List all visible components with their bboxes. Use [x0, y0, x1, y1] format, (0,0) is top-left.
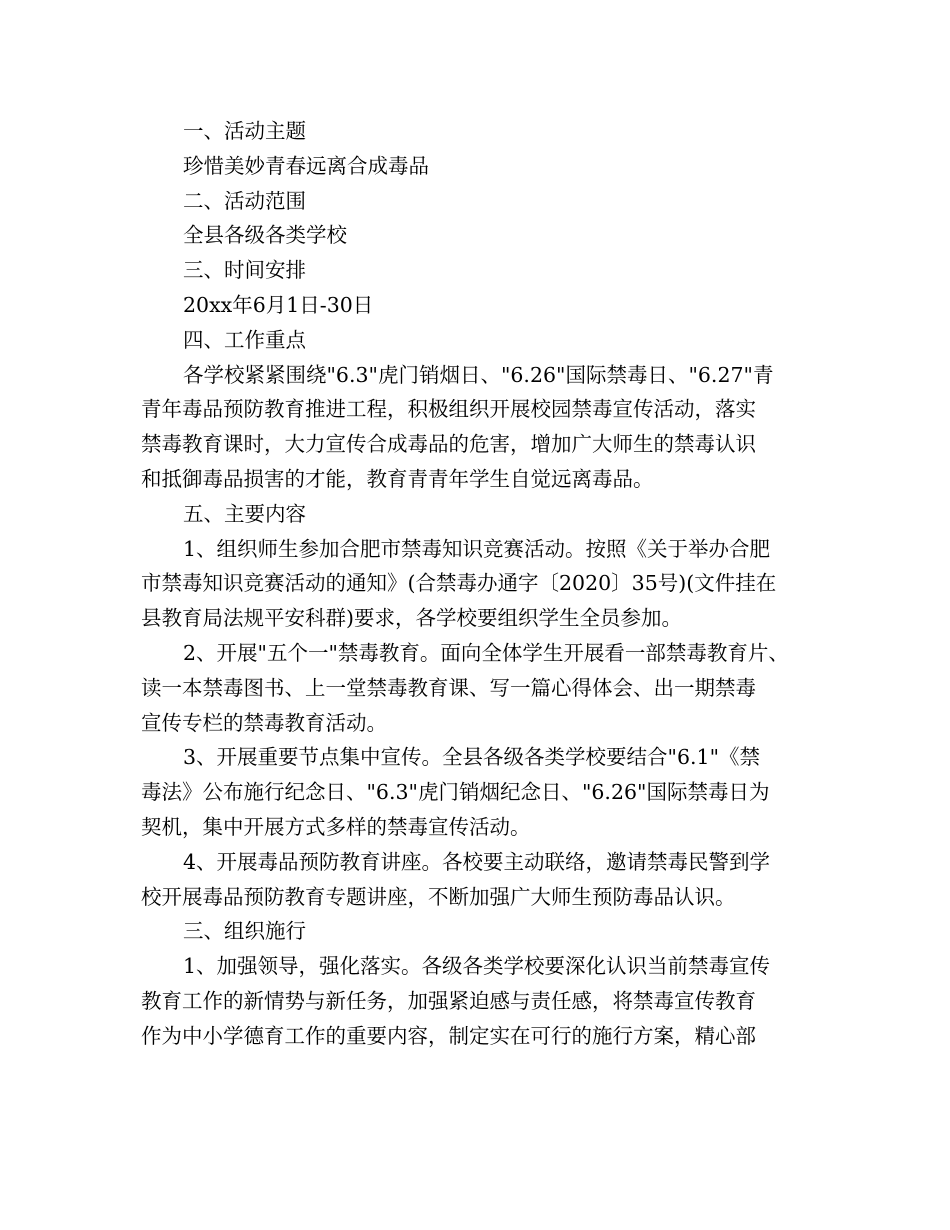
- body-line: 珍惜美妙青春远离合成毒品: [183, 153, 429, 178]
- body-line: 4、开展毒品预防教育讲座。各校要主动联络，邀请禁毒民警到学: [183, 849, 771, 874]
- body-line: 2、开展"五个一"禁毒教育。面向全体学生开展看一部禁毒教育片、: [183, 640, 789, 665]
- section-heading: 三、组织施行: [183, 919, 306, 944]
- body-line: 契机，集中开展方式多样的禁毒宣传活动。: [141, 814, 531, 839]
- body-line: 和抵御毒品损害的才能，教育青青年学生自觉远离毒品。: [141, 466, 654, 491]
- body-line: 宣传专栏的禁毒教育活动。: [141, 710, 387, 735]
- section-heading: 四、工作重点: [183, 327, 306, 352]
- body-line: 读一本禁毒图书、上一堂禁毒教育课、写一篇心得体会、出一期禁毒: [141, 675, 756, 700]
- body-line: 3、开展重要节点集中宣传。全县各级各类学校要结合"6.1"《禁: [183, 745, 761, 770]
- section-heading: 三、时间安排: [183, 258, 306, 283]
- body-line: 1、组织师生参加合肥市禁毒知识竞赛活动。按照《关于举办合肥: [183, 536, 771, 561]
- body-line: 县教育局法规平安科群)要求，各学校要组织学生全员参加。: [141, 606, 682, 631]
- body-line: 教育工作的新情势与新任务，加强紧迫感与责任感，将禁毒宣传教育: [141, 988, 756, 1013]
- document-body: [141, 114, 813, 1054]
- section-heading: 一、活动主题: [183, 119, 306, 143]
- body-line: 全县各级各类学校: [183, 223, 347, 248]
- body-line: 各学校紧紧围绕"6.3"虎门销烟日、"6.26"国际禁毒日、"6.27"青: [183, 362, 774, 387]
- body-line: 青年毒品预防教育推进工程，积极组织开展校园禁毒宣传活动，落实: [141, 397, 756, 422]
- body-line: 毒法》公布施行纪念日、"6.3"虎门销烟纪念日、"6.26"国际禁毒日为: [141, 780, 770, 805]
- body-line: 20xx年6月1日-30日: [183, 292, 374, 317]
- body-line: 禁毒教育课时，大力宣传合成毒品的危害，增加广大师生的禁毒认识: [141, 432, 756, 457]
- body-line: 作为中小学德育工作的重要内容，制定实在可行的施行方案，精心部: [141, 1023, 756, 1048]
- section-heading: 二、活动范围: [183, 188, 306, 213]
- body-line: 校开展毒品预防教育专题讲座，不断加强广大师生预防毒品认识。: [141, 884, 736, 909]
- body-line: 市禁毒知识竞赛活动的通知》(合禁毒办通字〔2020〕35号)(文件挂在: [141, 571, 777, 596]
- section-heading: 五、主要内容: [183, 501, 306, 526]
- body-line: 1、加强领导，强化落实。各级各类学校要深化认识当前禁毒宣传: [183, 954, 771, 979]
